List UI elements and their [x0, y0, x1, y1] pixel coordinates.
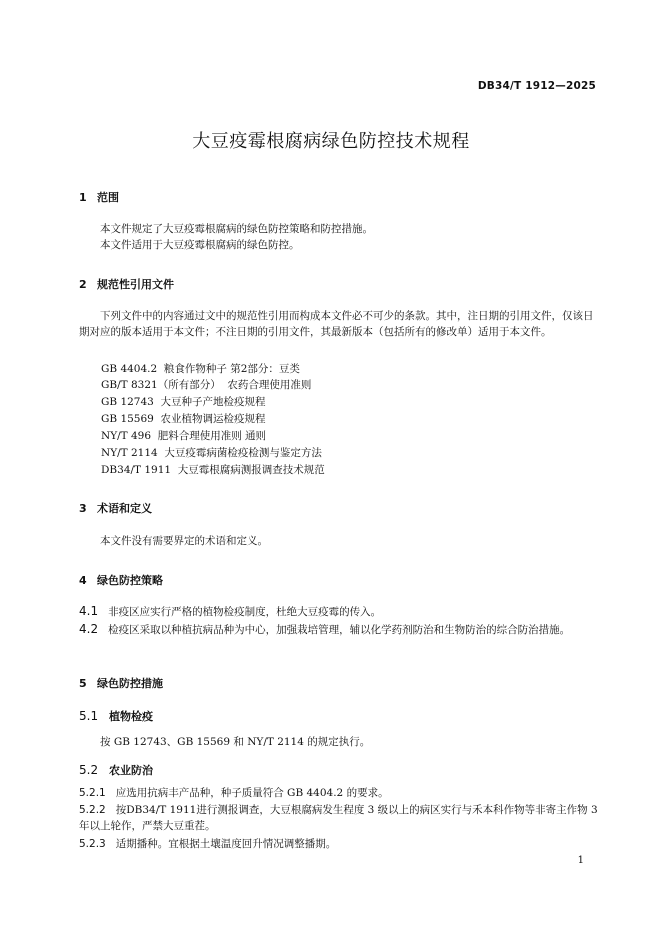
section-number: 4	[79, 574, 87, 587]
clause-number: 5.2.1	[79, 787, 106, 799]
subsection-number: 5.1	[79, 709, 99, 723]
section-1-heading	[79, 189, 119, 205]
clause-text: 按DB34/T 1911进行测报调查，大豆根腐病发生程度 3 级以上的病区实行与禾本科作物等非寄主作物 3 年以上轮作，严禁大豆重茬。	[79, 804, 598, 832]
clause-text: 应选用抗病丰产品种，种子质量符合 GB 4404.2 的要求。	[115, 787, 389, 799]
clause-number: 5.2.2	[79, 804, 106, 816]
section-4-heading	[79, 572, 163, 588]
reference-item: GB 4404.2 粮食作物种子 第2部分：豆类	[101, 363, 300, 375]
clause-text: 检疫区采取以种植抗病品种为中心，加强栽培管理，辅以化学药剂防治和生物防治的综合防治措施。	[108, 624, 571, 636]
section-title: 规范性引用文件	[97, 278, 174, 291]
reference-item: NY/T 496 肥料合理使用准则 通则	[101, 430, 267, 442]
section-title: 绿色防控措施	[97, 677, 163, 690]
clause-5-2-2	[79, 802, 599, 834]
subsection-5-1-paragraph: 按 GB 12743、GB 15569 和 NY/T 2114 的规定执行。	[100, 736, 371, 748]
subsection-number: 5.2	[79, 763, 99, 777]
section-title: 绿色防控策略	[97, 574, 163, 587]
section-number: 3	[79, 502, 87, 515]
clause-5-2-3	[79, 836, 599, 852]
section-1-paragraph-1: 本文件规定了大豆疫霉根腐病的绿色防控策略和防控措施。	[100, 223, 373, 235]
reference-item: GB/T 8321（所有部分） 农药合理使用准则	[101, 379, 312, 391]
section-3-paragraph: 本文件没有需要界定的术语和定义。	[100, 535, 268, 547]
reference-item: GB 12743 大豆种子产地检疫规程	[101, 396, 266, 408]
clause-4-1	[79, 603, 599, 620]
clause-5-2-1	[79, 785, 599, 801]
section-number: 1	[79, 191, 87, 204]
section-2-intro: 下列文件中的内容通过文中的规范性引用而构成本文件必不可少的条款。其中，注日期的引用文件，仅该日期对应的版本适用于本文件；不注日期的引用文件，其最新版本（包括所有的修改单）适用于本文件。	[79, 310, 594, 338]
clause-number: 4.1	[79, 604, 99, 618]
section-number: 5	[79, 677, 87, 690]
subsection-5-2-heading	[79, 762, 153, 778]
section-5-heading	[79, 675, 163, 691]
clause-number: 5.2.3	[79, 838, 106, 850]
page-number: 1	[577, 855, 584, 866]
section-3-heading	[79, 500, 152, 516]
reference-item: DB34/T 1911 大豆霉根腐病测报调查技术规范	[101, 464, 325, 476]
subsection-5-1-heading	[79, 708, 153, 724]
subsection-title: 农业防治	[109, 764, 153, 777]
document-title: 大豆疫霉根腐病绿色防控技术规程	[192, 131, 470, 152]
clause-4-2	[79, 621, 599, 638]
section-2-heading	[79, 276, 174, 292]
clause-text: 适期播种。宜根据土壤温度回升情况调整播期。	[115, 838, 337, 850]
reference-item: NY/T 2114 大豆疫霉病菌检疫检测与鉴定方法	[101, 447, 322, 459]
section-1-paragraph-2: 本文件适用于大豆疫霉根腐病的绿色防控。	[100, 239, 300, 251]
section-title: 范围	[97, 191, 119, 204]
section-title: 术语和定义	[97, 502, 152, 515]
subsection-title: 植物检疫	[109, 710, 153, 723]
clause-text: 非疫区应实行严格的植物检疫制度，杜绝大豆疫霉的传入。	[108, 606, 382, 618]
document-code: DB34/T 1912—2025	[477, 80, 596, 92]
clause-number: 4.2	[79, 622, 99, 636]
section-number: 2	[79, 278, 87, 291]
reference-item: GB 15569 农业植物调运检疫规程	[101, 413, 266, 425]
